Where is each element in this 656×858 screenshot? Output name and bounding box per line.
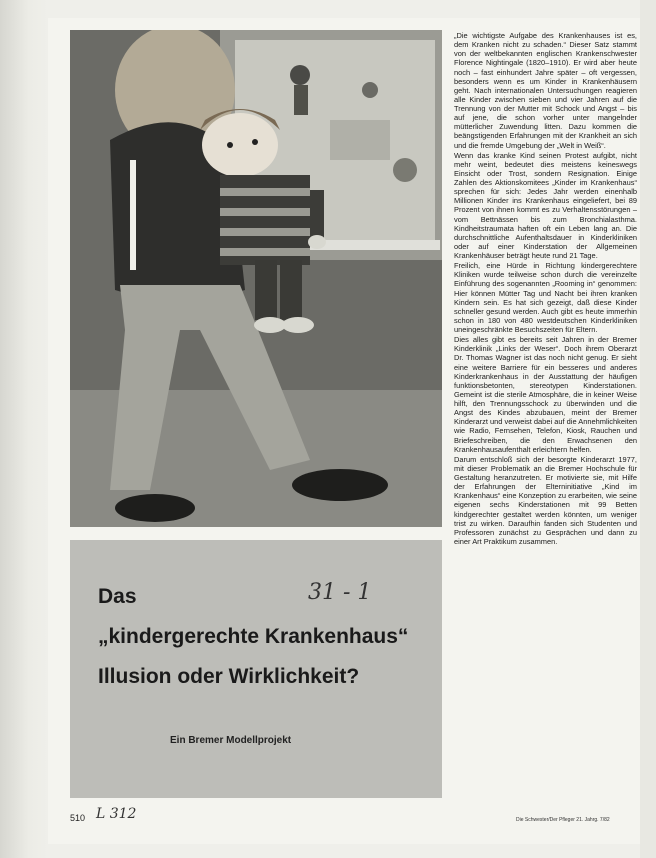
article-paragraph: „Die wichtigste Aufgabe des Krankenhauses ist es, dem Kranken nicht zu schaden.“ Dieser Satz stammt von der weltbekannten englischen Krankenschwester Florence Nightingale (1820–1910). Er wird aber heute noch – fast einhundert Jahre später – oft vergessen, besonders wenn es um Kinder in Krankenhäusern geht. Nach internationalen Untersuchungen reagieren alle Kinder zwischen sieben und vier Jahren auf die Trennung von der Mutter mit Schock und Angst – bis auf jene, die schon vorher unter mangelnder mütterlicher Zuwendung litten. Dazu kommen die beängstigenden Erfahrungen mit der Krankheit an sich und die fremde Umgebung der „Welt in Weiß“. <box>454 31 637 150</box>
page-edge <box>640 0 656 858</box>
article-paragraph: Wenn das kranke Kind seinen Protest aufgibt, nicht mehr weint, bedeutet dies meistens keineswegs Einsicht oder Trost, sondern Resignation. Einige Zahlen des Aktionskomitees „Kinder im Krankenhaus“ sprechen für sich: Jedes Jahr werden einenhalb Millionen Kinder ins Krankenhaus eingeliefert, bei 89 Prozent von ihnen kommt es zu Verhaltensstörungen – vom Bettnässen bis zum Bronchialasthma. Kindheitstraumata haften oft ein Leben lang an. Die durchschnittliche Aufenthaltsdauer in Kinderkliniken oder auf einer Kinderstation der Allgemeinen Krankenhäuser beträgt heute rund 21 Tage. <box>454 150 637 260</box>
photo-illustration <box>70 30 442 527</box>
article-subtitle: Ein Bremer Modellprojekt <box>170 735 292 746</box>
article-paragraph: Freilich, eine Hürde in Richtung kindergerechtere Kliniken wurde teilweise schon durch die vereinzelte Einführung des sogenannten „Rooming in“ genommen: Hier können Mütter Tag und Nacht bei ihren kranken Kindern sein. Es hat sich gezeigt, daß diese Kinder schneller gesund werden. Auch gibt es heute immerhin schon in 180 von 480 westdeutschen Kinderkliniken uneingeschränkte Besuchszeiten für Eltern. <box>454 261 637 334</box>
journal-footer: Die Schwester/Der Pfleger 21. Jahrg. 7/82 <box>516 817 610 823</box>
headline-box <box>70 540 442 798</box>
headline-line-2: „kindergerechte Krankenhaus“ <box>98 625 409 648</box>
article-paragraph: Dies alles gibt es bereits seit Jahren in der Bremer Kinderklinik „Links der Weser“. Doch ihrem Oberarzt Dr. Thomas Wagner ist das noch nicht genug. Er sieht eine weitere Barriere für ein besseres und anderes Kinderkrankenhaus in der Ausstattung der häufigen funktionsbetonten, stereotypen Kinderstationen. Gemeint ist die sterile Atmosphäre, die in keiner Weise hilft, den Trennungsschock zu überwinden und die Angst des Kindes abzubauen, meint der Bremer Kinderarzt und verweist dabei auf die Annehmlichkeiten wie Radio, Fernsehen, Telefon, Kiosk, Rauchen und Briefeschreiben, die den Erwachsenen den Krankenhausaufenthalt erleichtern helfen. <box>454 335 637 454</box>
photo-child-with-doll <box>70 30 442 527</box>
page-number: 510 <box>70 813 86 823</box>
article-body <box>454 31 637 811</box>
page-binding-shadow <box>0 0 48 858</box>
headline-line-1: Das <box>98 585 137 608</box>
headline-line-3: Illusion oder Wirklichkeit? <box>98 665 360 688</box>
handwritten-note: 31 - 1 <box>308 580 372 605</box>
handwritten-page-number: L 312 <box>96 806 137 822</box>
article-paragraph: Darum entschloß sich der besorgte Kinderarzt 1977, mit dieser Problematik an die Bremer Hochschule für Gestaltung heranzutreten. Er motivierte sie, mit Hilfe der Erfahrungen der Elterninitiative „Kind im Krankenhaus“ eine Konzeption zu erarbeiten, wie seine eigenen sechs Kinderstationen mit 99 Betten kindgerechter gestaltet werden könnten, um weniger trist zu wirken. Daraufhin fanden sich Studenten und Professoren zunächst zu Gesprächen und dann zu einer Art Praktikum zusammen. <box>454 454 637 546</box>
